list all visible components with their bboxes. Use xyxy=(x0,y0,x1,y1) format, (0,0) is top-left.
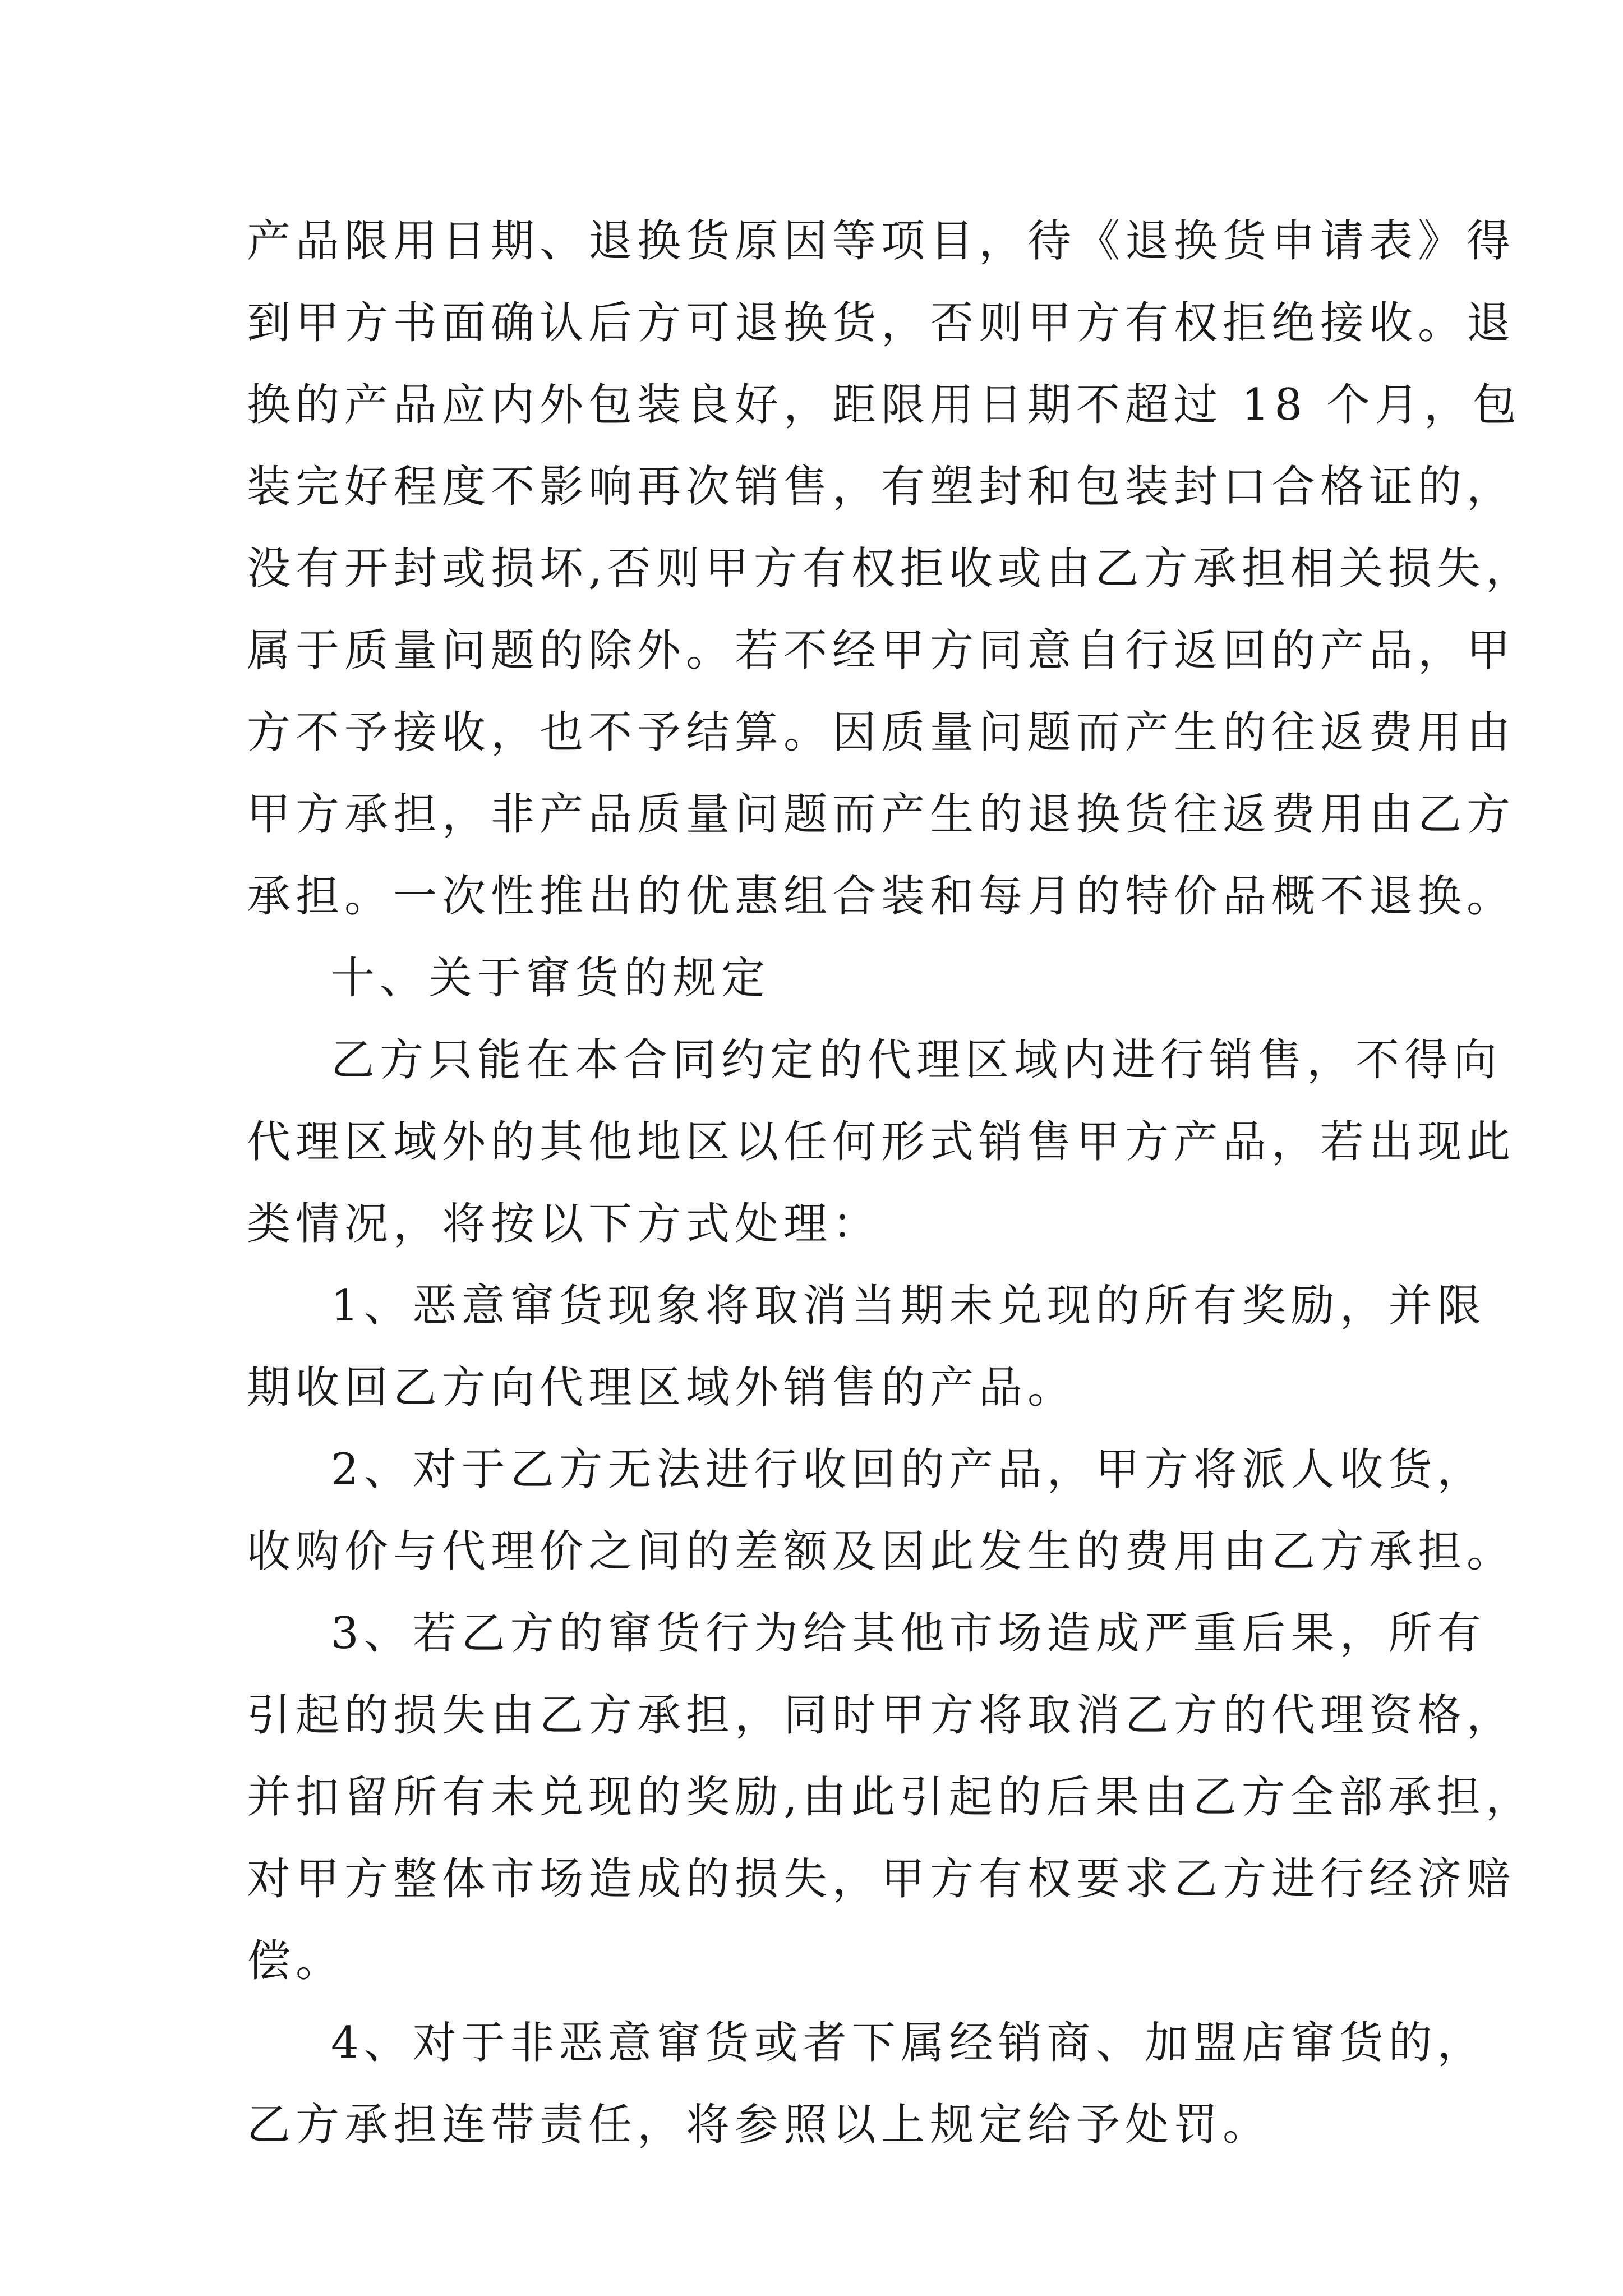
text-line: 没有开封或损坏,否则甲方有权拒收或由乙方承担相关损失， xyxy=(247,544,1534,594)
list-item-4: 4、对于非恶意窜货或者下属经销商、加盟店窜货的， xyxy=(331,2018,1486,2068)
text-line: 换的产品应内外包装良好，距限用日期不超过 18 个月，包 xyxy=(247,380,1521,430)
text-line: 属于质量问题的除外。若不经甲方同意自行返回的产品，甲 xyxy=(247,625,1516,676)
text-line: 产品限用日期、退换货原因等项目，待《退换货申请表》得 xyxy=(247,216,1516,266)
text-line: 对甲方整体市场造成的损失，甲方有权要求乙方进行经济赔 xyxy=(247,1854,1516,1904)
text-line: 收购价与代理价之间的差额及因此发生的费用由乙方承担。 xyxy=(247,1526,1516,1577)
text-line: 乙方只能在本合同约定的代理区域内进行销售，不得向 xyxy=(331,1035,1502,1085)
text-line: 甲方承担，非产品质量问题而产生的退换货往返费用由乙方 xyxy=(247,789,1516,840)
text-line: 偿。 xyxy=(247,1936,345,1986)
text-line: 装完好程度不影响再次销售，有塑封和包装封口合格证的， xyxy=(247,462,1516,512)
text-line: 乙方承担连带责任，将参照以上规定给予处罚。 xyxy=(247,2100,1272,2150)
text-line: 承担。一次性推出的优惠组合装和每月的特价品概不退换。 xyxy=(247,871,1516,922)
list-item-2: 2、对于乙方无法进行收回的产品，甲方将派人收货， xyxy=(331,1444,1486,1495)
text-line: 到甲方书面确认后方可退换货，否则甲方有权拒绝接收。退 xyxy=(247,298,1516,348)
section-heading: 十、关于窜货的规定 xyxy=(331,953,771,1004)
text-line: 方不予接收，也不予结算。因质量问题而产生的往返费用由 xyxy=(247,707,1516,758)
text-line: 期收回乙方向代理区域外销售的产品。 xyxy=(247,1363,1077,1413)
text-line: 并扣留所有未兑现的奖励,由此引起的后果由乙方全部承担， xyxy=(247,1772,1534,1823)
list-item-1: 1、恶意窜货现象将取消当期未兑现的所有奖励，并限 xyxy=(331,1281,1486,1331)
list-item-3: 3、若乙方的窜货行为给其他市场造成严重后果，所有 xyxy=(331,1608,1486,1659)
text-line: 类情况，将按以下方式处理： xyxy=(247,1199,882,1249)
text-line: 引起的损失由乙方承担，同时甲方将取消乙方的代理资格， xyxy=(247,1690,1516,1741)
text-line: 代理区域外的其他地区以任何形式销售甲方产品，若出现此 xyxy=(247,1117,1516,1167)
